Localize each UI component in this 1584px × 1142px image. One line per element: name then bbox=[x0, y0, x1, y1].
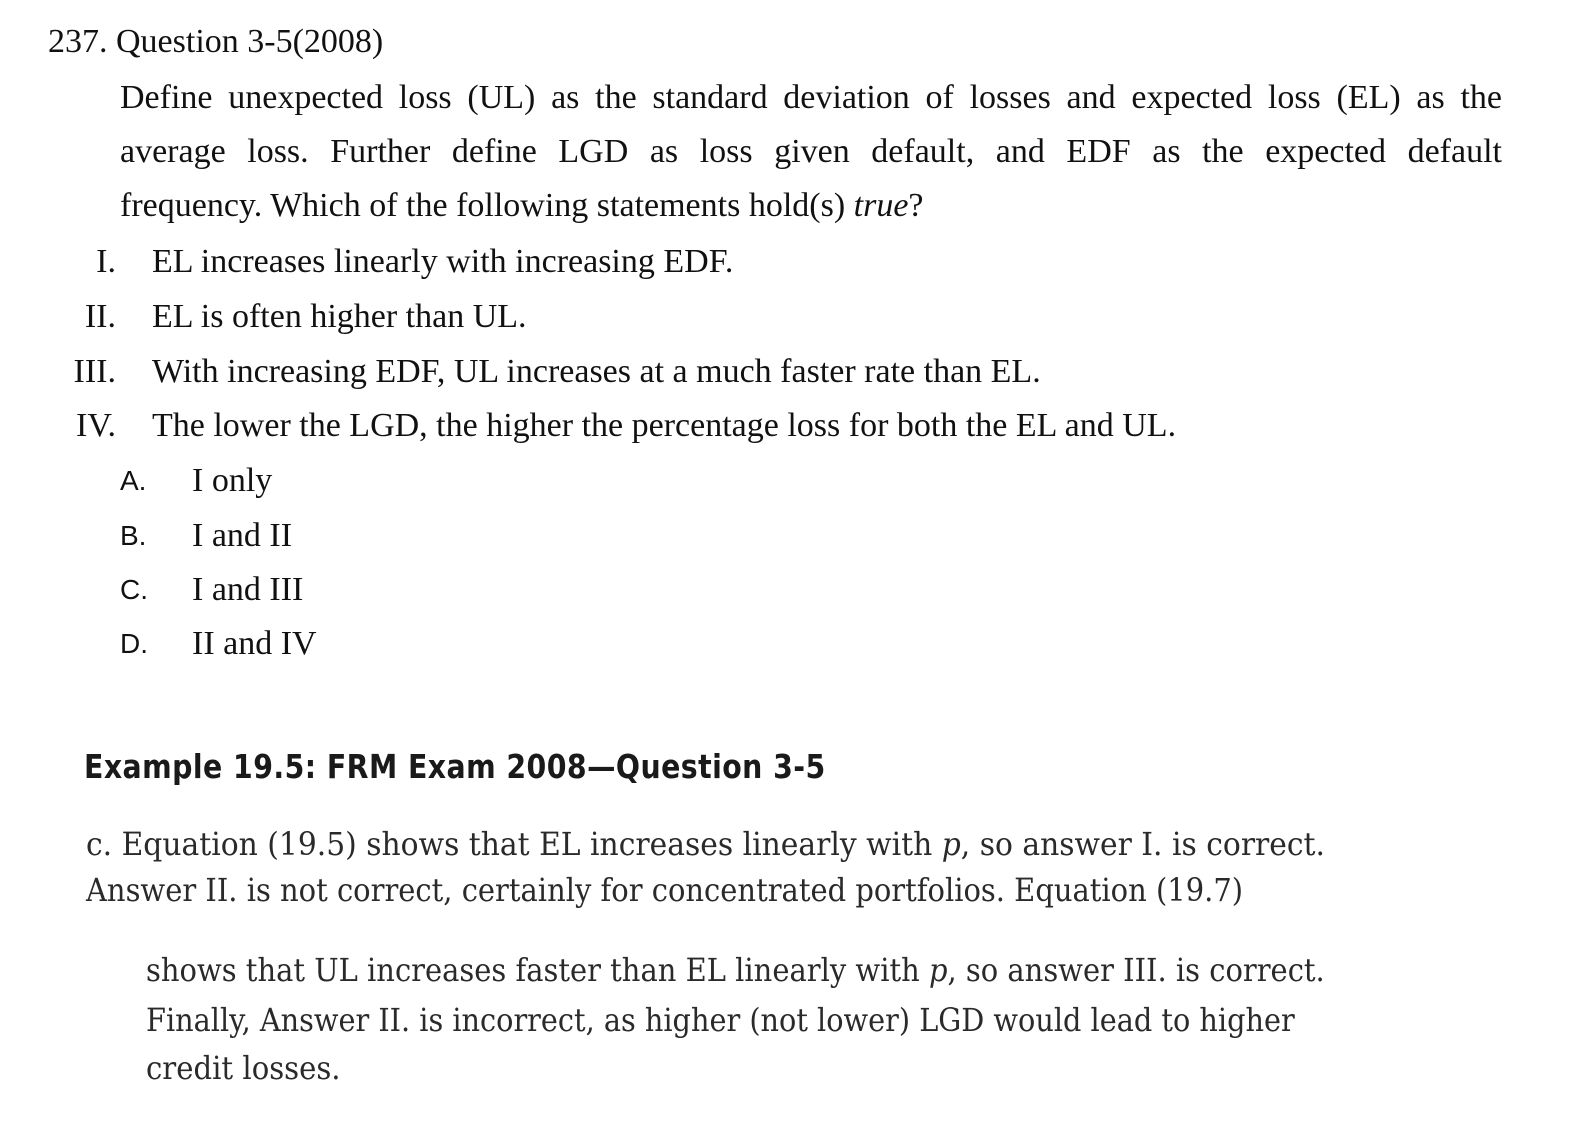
explanation-line-3 bbox=[146, 948, 1325, 992]
statement-numeral-4: IV. bbox=[76, 407, 116, 444]
statement-text-4: The lower the LGD, the higher the percentage loss for both the EL and UL. bbox=[152, 407, 1177, 444]
explanation-line-4: Finally, Answer II. is incorrect, as higher (not lower) LGD would lead to higher bbox=[146, 1001, 1295, 1039]
stem-text: frequency. Which of the following statements hold(s) bbox=[120, 187, 854, 224]
question-stem-line-3 bbox=[120, 184, 1502, 228]
statement-text-2: EL is often higher than UL. bbox=[152, 298, 527, 335]
option-letter-c: C. bbox=[120, 574, 148, 605]
stem-question-mark: ? bbox=[908, 187, 924, 224]
statement-numeral-2: II. bbox=[84, 298, 116, 335]
option-text-b: I and II bbox=[192, 517, 293, 554]
explanation-line-1-start: c. Equation (19.5) shows that EL increases linearly with bbox=[86, 825, 942, 863]
question-stem-line-2: average loss. Further define LGD as loss given default, and EDF as the expected default bbox=[120, 133, 1502, 170]
statement-numeral-3: III. bbox=[73, 353, 116, 390]
explanation-line-1-end: , so answer I. is correct. bbox=[960, 825, 1325, 863]
example-title: Example 19.5: FRM Exam 2008—Question 3-5 bbox=[84, 747, 826, 786]
stem-italic-true: true bbox=[853, 187, 909, 224]
explanation-line-5: credit losses. bbox=[146, 1049, 341, 1087]
explanation-line-3-start: shows that UL increases faster than EL linearly with bbox=[146, 951, 929, 989]
option-text-c: I and III bbox=[192, 571, 304, 608]
question-stem-line-1: Define unexpected loss (UL) as the standard deviation of losses and expected loss (EL) as the bbox=[120, 79, 1502, 116]
statement-numeral-1: I. bbox=[96, 243, 116, 280]
option-letter-b: B. bbox=[120, 520, 147, 551]
explanation-line-1-p: p bbox=[941, 825, 961, 863]
statement-text-1: EL increases linearly with increasing EDF. bbox=[152, 243, 734, 280]
option-text-a: I only bbox=[192, 462, 273, 499]
option-letter-d: D. bbox=[120, 628, 148, 659]
option-text-d: II and IV bbox=[192, 625, 317, 662]
option-letter-a: A. bbox=[120, 465, 147, 496]
explanation-line-1 bbox=[86, 822, 1325, 866]
explanation-line-2: Answer II. is not correct, certainly for concentrated portfolios. Equation (19.7) bbox=[86, 871, 1244, 909]
explanation-line-3-end: , so answer III. is correct. bbox=[947, 951, 1325, 989]
question-header: 237. Question 3-5(2008) bbox=[48, 23, 384, 60]
explanation-line-3-p: p bbox=[928, 951, 948, 989]
statement-text-3: With increasing EDF, UL increases at a much faster rate than EL. bbox=[152, 353, 1041, 390]
